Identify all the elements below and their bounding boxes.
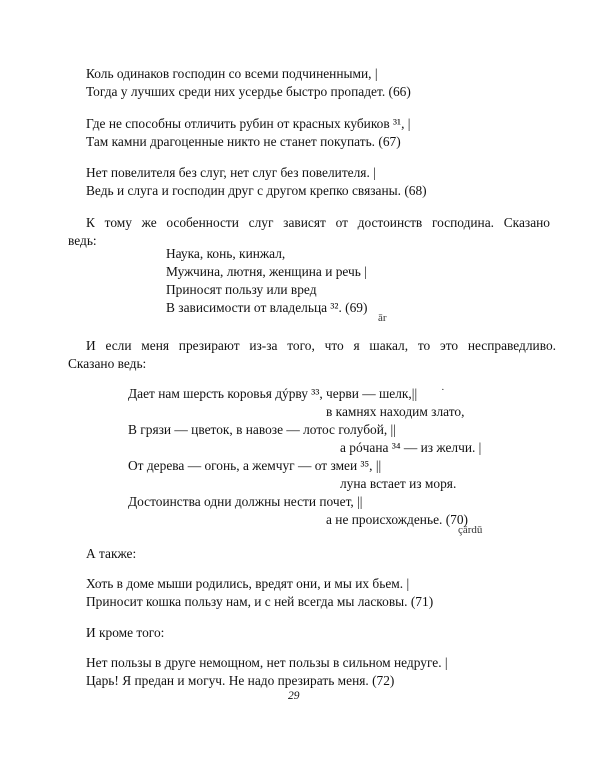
verse-66-line-2: Тогда у лучших среди них усердье быстро пропадет. (66)	[86, 84, 411, 99]
margin-mark: ·	[441, 384, 445, 396]
prose-moreover: И кроме того:	[86, 625, 165, 640]
handwritten-note-69: ār	[378, 312, 387, 324]
verse-70-line-7: Достоинства одни должны нести почет, ||	[128, 494, 363, 509]
verse-67-line-2: Там камни драгоценные никто не станет покупать. (67)	[86, 134, 401, 149]
verse-69-line-3: Приносят пользу или вред	[166, 282, 317, 297]
verse-66-line-1: Коль одинаков господин со всеми подчиненными, |	[86, 66, 378, 81]
prose-also: А также:	[86, 546, 137, 561]
verse-70-line-5: От дерева — огонь, а жемчуг — от змеи ³⁵, ||	[128, 458, 382, 473]
verse-70-line-3: В грязи — цветок, в навозе — лотос голубой, ||	[128, 422, 396, 437]
prose-paragraph-1-line-2: ведь:	[68, 233, 97, 248]
verse-67-line-1: Где не способны отличить рубин от красных кубиков ³¹, |	[86, 116, 411, 131]
verse-70-line-6: луна встает из моря.	[340, 476, 457, 491]
verse-69-line-1: Наука, конь, кинжал,	[166, 246, 286, 261]
verse-71-line-2: Приносит кошка пользу нам, и с ней всегда мы ласковы. (71)	[86, 594, 434, 609]
verse-68-line-2: Ведь и слуга и господин друг с другом крепко связаны. (68)	[86, 183, 427, 198]
verse-69-line-2: Мужчина, лютня, женщина и речь |	[166, 264, 367, 279]
page-number: 29	[288, 690, 300, 702]
verse-68-line-1: Нет повелителя без слуг, нет слуг без повелителя. |	[86, 165, 376, 180]
handwritten-note-70: çārdū	[458, 524, 483, 536]
prose-paragraph-2-line-2: Сказано ведь:	[68, 356, 147, 371]
verse-70-line-4: а рóчана ³⁴ — из желчи. |	[340, 440, 482, 455]
verse-71-line-1: Хоть в доме мыши родились, вредят они, и мы их бьем. |	[86, 576, 410, 591]
verse-70-line-2: в камнях находим злато,	[326, 404, 465, 419]
verse-69-line-4: В зависимости от владельца ³². (69)	[166, 300, 368, 315]
verse-72-line-2: Царь! Я предан и могуч. Не надо презирать меня. (72)	[86, 673, 395, 688]
prose-paragraph-1-line-1: К тому же особенности слуг зависят от достоинств господина. Сказано	[86, 215, 550, 230]
verse-70-line-1: Дает нам шерсть коровья дýрву ³³, черви — шелк,||	[128, 386, 418, 401]
prose-paragraph-2-line-1: И если меня презирают из-за того, что я шакал, то это несправедливо.	[86, 338, 556, 353]
verse-72-line-1: Нет пользы в друге немощном, нет пользы в сильном недруге. |	[86, 655, 448, 670]
verse-70-line-8: а не происхожденье. (70)	[326, 512, 469, 527]
